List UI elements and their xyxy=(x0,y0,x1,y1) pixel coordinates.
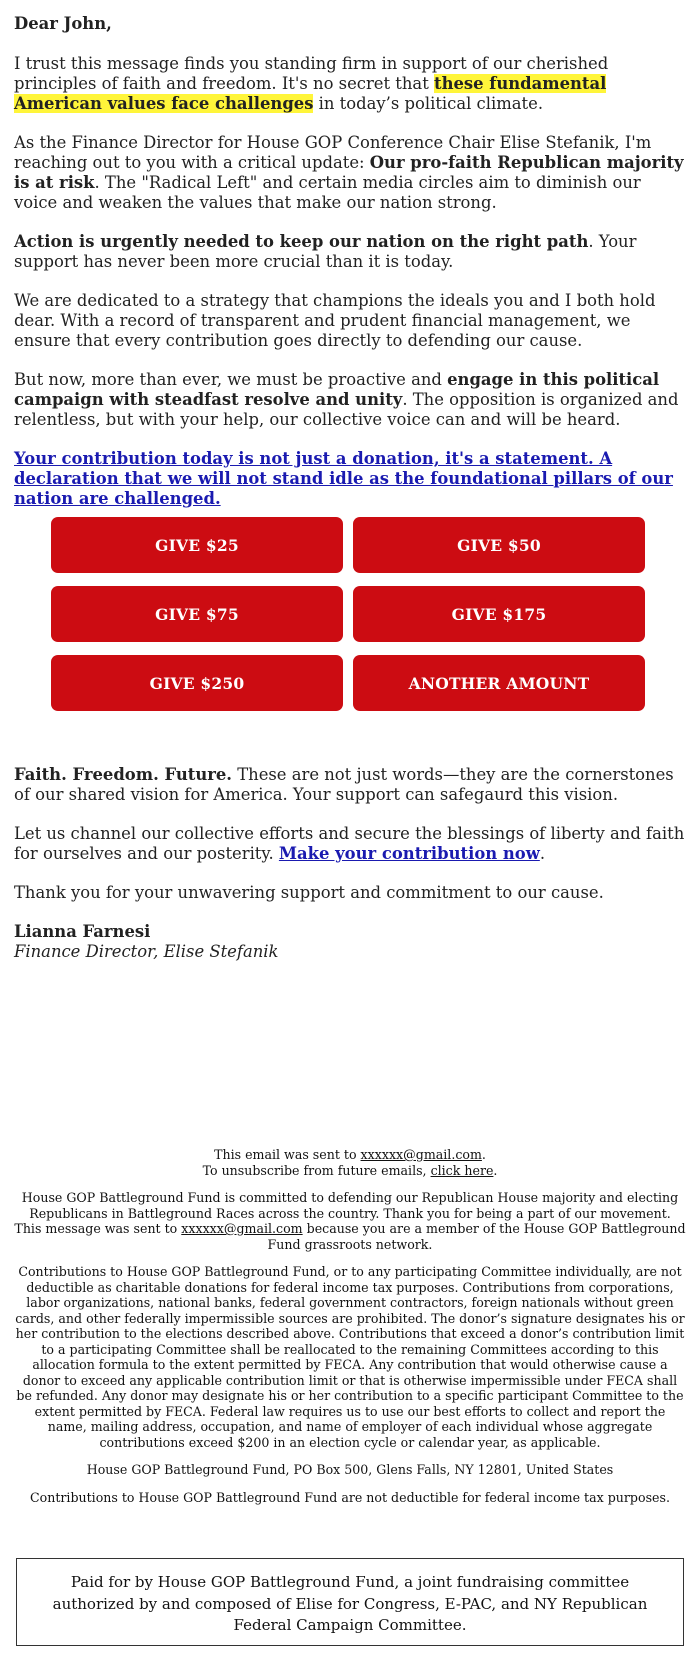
give-75-button[interactable]: GIVE $75 xyxy=(51,586,343,642)
another-amount-button[interactable]: ANOTHER AMOUNT xyxy=(353,655,645,711)
give-175-button[interactable]: GIVE $175 xyxy=(353,586,645,642)
paragraph-text: Let us channel our collective efforts and secure the blessings of liberty and faith for ourselves and our posterity. xyxy=(14,824,685,863)
bold-text: Our pro-faith Republican majority is at risk xyxy=(14,153,684,192)
paragraph-text: in today’s political climate. xyxy=(313,94,544,113)
email-body xyxy=(14,14,686,528)
paragraph-text: . Your support has never been more crucial than it is today. xyxy=(14,232,637,271)
highlighted-text: these fundamental American values face challenges xyxy=(14,74,607,113)
give-250-button[interactable]: GIVE $250 xyxy=(51,655,343,711)
paragraph-text: . The opposition is organized and relentless, but with your help, our collective voice can and will be heard. xyxy=(14,390,679,429)
paragraph-text: These are not just words—they are the cornerstones of our shared vision for America. Your support can safegaurd this vision. xyxy=(14,765,674,804)
email-footer xyxy=(14,1147,686,1517)
paragraph-engage xyxy=(14,370,686,430)
tax-note: Contributions to House GOP Battleground Fund are not deductible for federal income tax purposes. xyxy=(30,1489,670,1505)
mailing-address: House GOP Battleground Fund, PO Box 500, Glens Falls, NY 12801, United States xyxy=(86,1462,614,1477)
sent-to-line xyxy=(14,1147,686,1163)
contribution-link[interactable]: Your contribution today is not just a donation, it's a statement. A declaration that we will not stand idle as the foundational pillars of our nation are challenged. xyxy=(14,449,673,508)
footer-text: House GOP Battleground Fund is committed to defending our Republican House majority and electing Republicans in Battleground Races across the country. Thank you for being a part of our movement. This message was sent to xyxy=(14,1190,679,1236)
signer-name: Lianna Farnesi xyxy=(14,922,151,941)
unsubscribe-line xyxy=(14,1163,686,1179)
cta-paragraph xyxy=(14,449,686,509)
give-25-button[interactable]: GIVE $25 xyxy=(51,517,343,573)
bold-text: engage in this political campaign with steadfast resolve and unity xyxy=(14,370,660,409)
paragraph-action xyxy=(14,232,686,272)
bold-text: Action is urgently needed to keep our nation on the right path xyxy=(14,232,589,251)
footer-text: To unsubscribe from future emails, xyxy=(202,1162,431,1178)
footer-text: because you are a member of the House GOP Battleground Fund grassroots network. xyxy=(267,1221,686,1252)
greeting: Dear John, xyxy=(14,14,112,33)
about-paragraph xyxy=(14,1190,686,1252)
footer-text: This email was sent to xyxy=(214,1147,361,1162)
paragraph-text: But now, more than ever, we must be proactive and xyxy=(14,370,448,389)
paragraph-text: . xyxy=(539,844,546,863)
paid-for-disclaimer: Paid for by House GOP Battleground Fund, a joint fundraising committee authorized by and composed of Elise for Congress, E-PAC, and NY Republican Federal Campaign Committee. xyxy=(16,1558,684,1646)
paragraph-thanks: Thank you for your unwavering support and commitment to our cause. xyxy=(14,883,604,902)
paragraph-strategy: We are dedicated to a strategy that champions the ideals you and I both hold dear. With a record of transparent and prudent financial management, we ensure that every contribution goes directly to defending our cause. xyxy=(14,291,656,350)
make-contribution-link[interactable]: Make your contribution now xyxy=(278,844,540,863)
bold-text: Faith. Freedom. Future. xyxy=(14,765,232,784)
footer-text: . xyxy=(481,1147,486,1162)
paragraph-channel xyxy=(14,824,686,864)
paragraph-values xyxy=(14,765,686,805)
footer-text: . xyxy=(493,1162,498,1178)
unsubscribe-link[interactable]: click here xyxy=(430,1162,494,1178)
recipient-email-link[interactable]: xxxxxx@gmail.com xyxy=(360,1147,482,1162)
paragraph-text: I trust this message finds you standing firm in support of our cherished principles of faith and freedom. It's no secret that xyxy=(14,54,609,93)
signer-title: Finance Director, Elise Stefanik xyxy=(14,942,279,961)
closing-section xyxy=(14,765,686,962)
paragraph-intro xyxy=(14,54,686,114)
paragraph-update xyxy=(14,133,686,213)
paragraph-text: . The "Radical Left" and certain media circles aim to diminish our voice and weaken the values that make our nation strong. xyxy=(14,173,641,212)
recipient-email-link[interactable]: xxxxxx@gmail.com xyxy=(181,1221,303,1236)
give-50-button[interactable]: GIVE $50 xyxy=(353,517,645,573)
legal-disclaimer: Contributions to House GOP Battleground Fund, or to any participating Committee individually, are not deductible as charitable donations for federal income tax purposes. Contributions from corporations, labor organizations, national banks, federal government contractors, foreign nationals without green cards, and other federally impermissible sources are prohibited. The donor’s signature designates his or her contribution to the elections described above. Contributions that exceed a donor’s contribution limit to a participating Committee shall be reallocated to the remaining Committees according to this allocation formula to the extent permitted by FECA. Any contribution that would otherwise cause a donor to exceed any applicable contribution limit or that is otherwise impermissible under FECA shall be refunded. Any donor may designate his or her contribution to a specific participant Committee to the extent permitted by FECA. Federal law requires us to use our best efforts to collect and report the name, mailing address, occupation, and name of employer of each individual whose aggregate contributions exceed $200 in an election cycle or calendar year, as applicable. xyxy=(15,1264,685,1450)
paragraph-text: As the Finance Director for House GOP Conference Chair Elise Stefanik, I'm reaching out to you with a critical update: xyxy=(14,133,652,172)
